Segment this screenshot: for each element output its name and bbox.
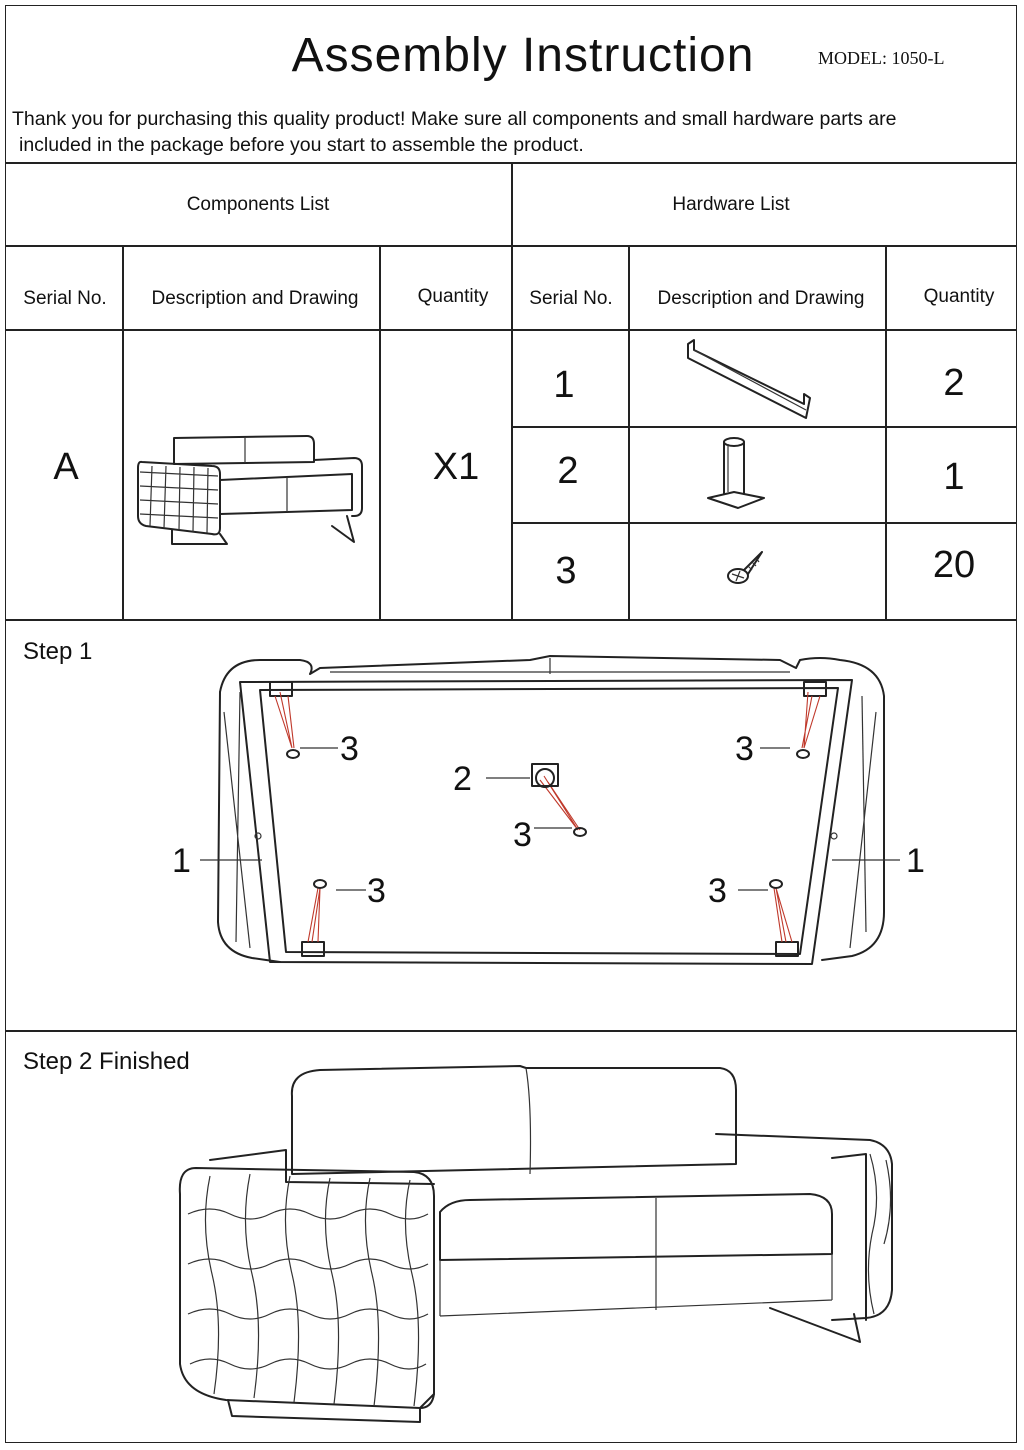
step1-callout-screw: 3 bbox=[708, 872, 727, 910]
screw-drawing bbox=[722, 544, 782, 594]
intro-line-1: Thank you for purchasing this quality product! Make sure all components and small hardware parts are bbox=[12, 108, 897, 130]
leg-drawing bbox=[704, 432, 784, 522]
step1-callout-bracket: 1 bbox=[172, 842, 191, 880]
hardware-serial-3: 3 bbox=[555, 550, 577, 592]
step1-callout-leg: 2 bbox=[453, 760, 472, 798]
hardware-serial-header: Serial No. bbox=[529, 288, 613, 309]
components-description-header: Description and Drawing bbox=[151, 288, 359, 309]
page-title: Assembly Instruction bbox=[291, 29, 755, 82]
step1-callout-screw: 3 bbox=[340, 730, 359, 768]
hardware-quantity-2: 1 bbox=[943, 456, 965, 498]
hardware-quantity-1: 2 bbox=[943, 362, 965, 404]
component-serial: A bbox=[53, 446, 79, 488]
components-quantity-header: Quantity bbox=[417, 286, 489, 307]
hardware-row-divider bbox=[512, 426, 1017, 428]
model-number: MODEL: 1050-L bbox=[818, 48, 945, 68]
component-quantity: X1 bbox=[432, 446, 480, 488]
step1-callout-bracket: 1 bbox=[906, 842, 925, 880]
step1-callout-screw: 3 bbox=[513, 816, 532, 854]
step1-callout-screw: 3 bbox=[735, 730, 754, 768]
step-2-label: Step 2 Finished bbox=[23, 1048, 190, 1075]
bracket-drawing bbox=[680, 336, 820, 426]
hardware-quantity-header: Quantity bbox=[923, 286, 995, 307]
table-center-divider bbox=[511, 162, 513, 619]
step-divider bbox=[5, 1030, 1017, 1032]
step-1-label: Step 1 bbox=[23, 638, 93, 665]
sofa-underside-diagram bbox=[200, 652, 900, 982]
hardware-quantity-3: 20 bbox=[932, 544, 976, 586]
components-serial-header: Serial No. bbox=[23, 288, 107, 309]
hardware-description-header: Description and Drawing bbox=[657, 288, 865, 309]
step1-callout-screw: 3 bbox=[367, 872, 386, 910]
finished-sofa-drawing bbox=[170, 1064, 910, 1424]
components-list-heading: Components List bbox=[186, 194, 330, 215]
table-bottom-border bbox=[5, 619, 1017, 621]
hardware-serial-2: 2 bbox=[557, 450, 579, 492]
hardware-row-divider bbox=[512, 522, 1017, 524]
loveseat-drawing bbox=[132, 430, 372, 550]
hardware-serial-1: 1 bbox=[553, 364, 575, 406]
hardware-list-heading: Hardware List bbox=[672, 194, 790, 215]
intro-line-2: included in the package before you start to assemble the product. bbox=[19, 134, 584, 156]
intro-text bbox=[12, 106, 896, 158]
